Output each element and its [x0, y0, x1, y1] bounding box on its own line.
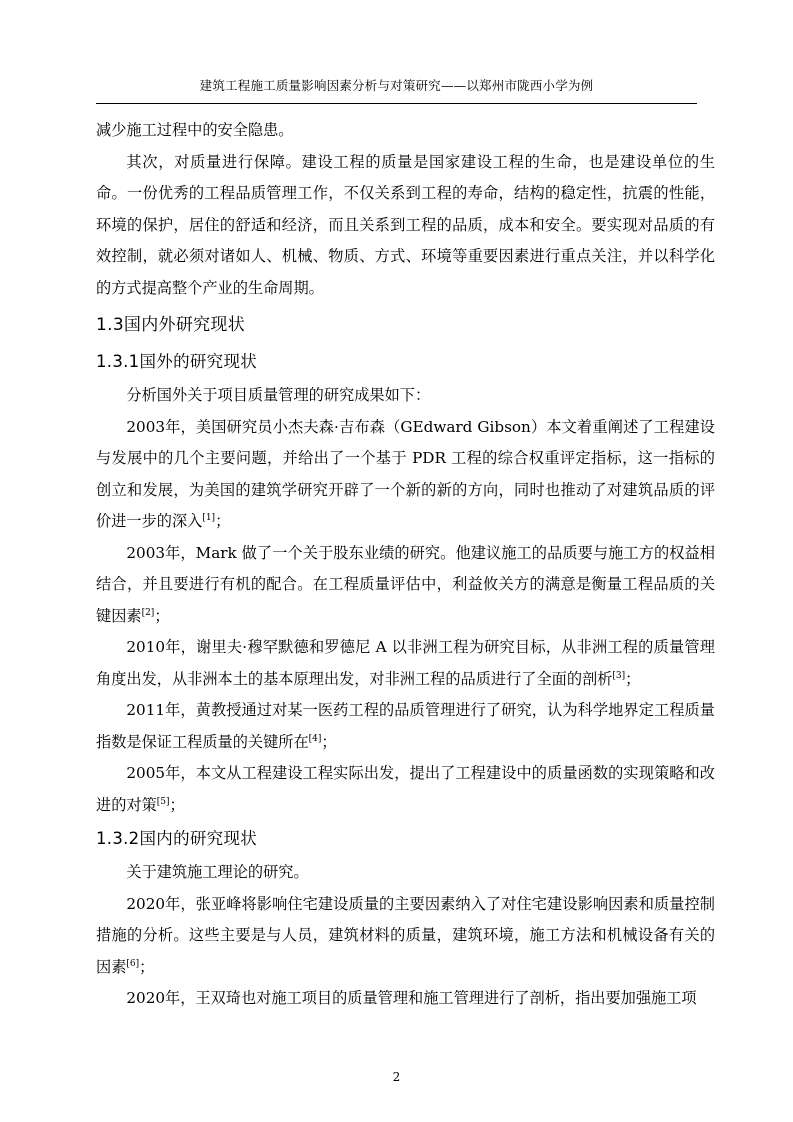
- paragraph: 减少施工过程中的安全隐患。: [96, 121, 294, 139]
- paragraph: 关于建筑施工理论的研究。: [126, 863, 309, 881]
- subsection-heading-1-3-1: 1.3.1国外的研究现状: [96, 352, 258, 371]
- paragraph-end: ；: [625, 669, 641, 688]
- paragraph: [96, 412, 715, 538]
- citation: [3]: [612, 670, 626, 681]
- paragraph-end: ；: [321, 732, 337, 751]
- paragraph: [96, 632, 715, 695]
- paragraph-end: ；: [139, 957, 155, 976]
- paragraph: 其次，对质量进行保障。建设工程的质量是国家建设工程的生命，也是建设单位的生命。一份优秀的工程品质管理工作，不仅关系到工程的寿命，结构的稳定性，抗震的性能，环境的保护，居住的舒适和经济，而且关系到工程的品质，成本和安全。要实现对品质的有效控制，就必须对诸如人、机械、物质、方式、环境等重要因素进行重点关注，并以科学化的方式提高整个产业的生命周期。: [96, 152, 715, 297]
- paragraph-text: 2005年，本文从工程建设工程实际出发，提出了工程建设中的质量函数的实现策略和改进的对策: [96, 764, 715, 814]
- citation: [6]: [126, 958, 140, 969]
- citation: [2]: [141, 607, 155, 618]
- page-number: 2: [392, 1070, 401, 1084]
- paragraph-text: 2003年，Mark 做了一个关于股东业绩的研究。他建议施工的品质要与施工方的权益相结合，并且要进行有机的配合。在工程质量评估中，利益攸关方的满意是衡量工程品质的关键因素: [96, 543, 715, 625]
- running-header: 建筑工程施工质量影响因素分析与对策研究——以郑州市陇西小学为例: [199, 78, 594, 93]
- citation: [5]: [156, 796, 170, 807]
- paragraph-end: ；: [169, 795, 185, 814]
- paragraph-text: 2011年，黄教授通过对某一医药工程的品质管理进行了研究，认为科学地界定工程质量指数是保证工程质量的关键所在: [96, 701, 715, 751]
- paragraph-end: ；: [154, 606, 170, 625]
- paragraph: 2020年，王双琦也对施工项目的质量管理和施工管理进行了剖析，指出要加强施工项: [126, 989, 697, 1007]
- header-rule: [96, 103, 697, 104]
- citation: [4]: [308, 733, 322, 744]
- paragraph-end: ；: [215, 512, 231, 530]
- paragraph: [96, 538, 715, 633]
- paragraph-text: 2003年，美国研究员小杰夫森·吉布森（GEdward Gibson）本文着重阐述了工程建设与发展中的几个主要问题，并给出了一个基于 PDR 工程的综合权重评定指标，这一指标的创立和发展，为美国的建筑学研究开辟了一个新的新的方向，同时也推动了对建筑品质的评价进一步的深入: [96, 417, 715, 530]
- subsection-heading-1-3-2: 1.3.2国内的研究现状: [96, 829, 258, 848]
- section-heading-1-3: 1.3国内外研究现状: [96, 315, 246, 335]
- paragraph: [96, 889, 715, 984]
- paragraph: 分析国外关于项目质量管理的研究成果如下：: [126, 386, 431, 404]
- page-body: [96, 115, 715, 1015]
- paragraph-text: 2020年，张亚峰将影响住宅建设质量的主要因素纳入了对住宅建设影响因素和质量控制措施的分析。这些主要是与人员，建筑材料的质量，建筑环境，施工方法和机械设备有关的因素: [96, 894, 715, 976]
- paragraph: [96, 695, 715, 758]
- paragraph: [96, 758, 715, 821]
- paragraph-text: 2010年，谢里夫·穆罕默德和罗德尼 A 以非洲工程为研究目标，从非洲工程的质量管理角度出发，从非洲本土的基本原理出发，对非洲工程的品质进行了全面的剖析: [96, 638, 715, 688]
- citation: [1]: [202, 512, 216, 523]
